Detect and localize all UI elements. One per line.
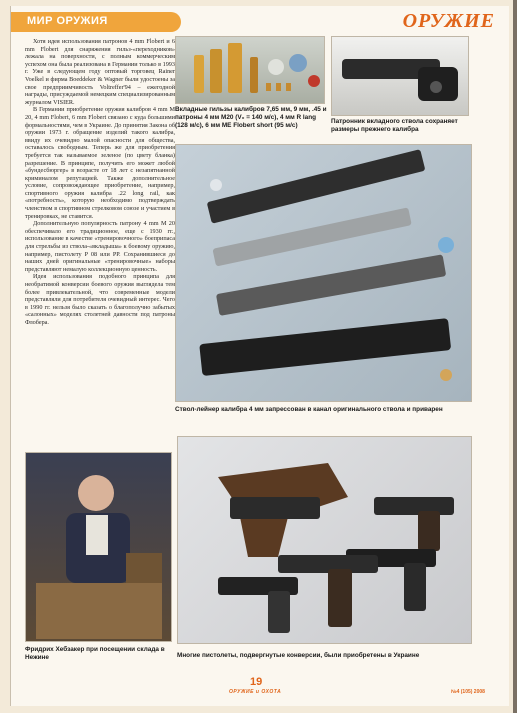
barrel-liner-caption: Ствол-лейнер калибра 4 мм запрессован в канал оригинального ствола и приварен	[175, 406, 443, 413]
page-number: 19	[250, 676, 263, 688]
issue-number: №4 (105) 2008	[451, 689, 485, 695]
person-photo	[25, 452, 172, 642]
chamber-photo	[331, 36, 469, 116]
article-paragraph: Идея использования подобного принципа для необратимой конверсии боевого оружия выглядела тем более привлекательной, что современные модели представляли для потребителя очевидный интерес. Чего в 1990 гг. нельзя было сказать о благополучно забытых «салонных» моделях столетней давности под патроны Флобера.	[25, 273, 175, 326]
article-paragraph: Хотя идея использования патронов 4 mm Flobert и 6 mm Flobert для снаряжения гильз-«переходников» лежала на поверхности, с полным коммерческим успехом она была реализована в Германии только в 1993 г. Уже в следующем году оптовый торговец Rainer Voelkel и фирма Boeddeker & Wagner были удостоены за свое предприимчивость Voltreffer'94 – ежегодной награды, присуждаемой немецким специализированным журналом VISIER.	[25, 38, 175, 106]
cartridges-illustration	[176, 37, 325, 104]
cartridges-caption: Вкладные гильзы калибров 7,65 мм, 9 мм, .45 и патроны 4 мм M20 (V₀ = 140 м/с), 4 мм R lang (128 м/с), 6 мм ME Flobert short (95 м/с)	[175, 106, 327, 129]
person-caption: Фридрих Хебзакер при посещении склада в Нежине	[25, 646, 165, 661]
page-edge	[513, 0, 517, 713]
pistols-caption: Многие пистолеты, подвергнутые конверсии, были приобретены в Украине	[177, 652, 420, 659]
article-paragraph: Дополнительную популярность патрону 4 mm M 20 обеспечивало его традиционное, еще с 1930 гг., использование в качестве «тренировочного» боеприпаса для стрельбы из ствола-«вкладыша» к боевому оружию, например, пистолету P 08 или PP. Сохранившиеся до наших дней оригинальные «тренировочные» наборы представляют немалую коллекционную ценность.	[25, 220, 175, 273]
magazine-page	[10, 6, 509, 706]
section-title: МИР ОРУЖИЯ	[27, 15, 108, 27]
chamber-caption: Патронник вкладного ствола сохраняет размеры прежнего калибра	[331, 118, 458, 133]
barrel-liner-illustration	[176, 145, 472, 402]
pistols-photo	[177, 436, 472, 644]
barrel-liner-photo	[175, 144, 472, 402]
chamber-illustration	[332, 37, 469, 116]
article-text	[25, 38, 175, 327]
pistols-illustration	[178, 437, 472, 644]
person-illustration	[26, 453, 172, 642]
magazine-name: ОРУЖИЕ и ОХОТА	[229, 689, 282, 695]
article-paragraph: В Германии приобретение оружия калибров 4 mm M 20, 4 mm Flobert, 6 mm Flobert связано с куда большими формальностями, чем в Украине. До принятия Закона об оружии 1973 г. обращение изделий такого калибра, ввиду их очевидно малой опасности для общества, оставалось свободным. Теперь же для приобретения требуется так называемое зеленое (по цвету бланка) разрешение. В принципе, получить его может любой «бундесбюргер» в возрасте от 18 лет с незапятнанной криминалом репутацией. Также дополнительное условие, сопровождающее приобретение, например, спортивного оружия калибра .22 long rail, как «потребность», которую необходимо подтверждать членством в спортивном стрелковом союзе и участием в тренировках, не ставится.	[25, 106, 175, 220]
section-header	[11, 12, 181, 32]
cartridges-photo	[175, 36, 325, 104]
magazine-logo: ОРУЖИЕ	[402, 10, 495, 32]
